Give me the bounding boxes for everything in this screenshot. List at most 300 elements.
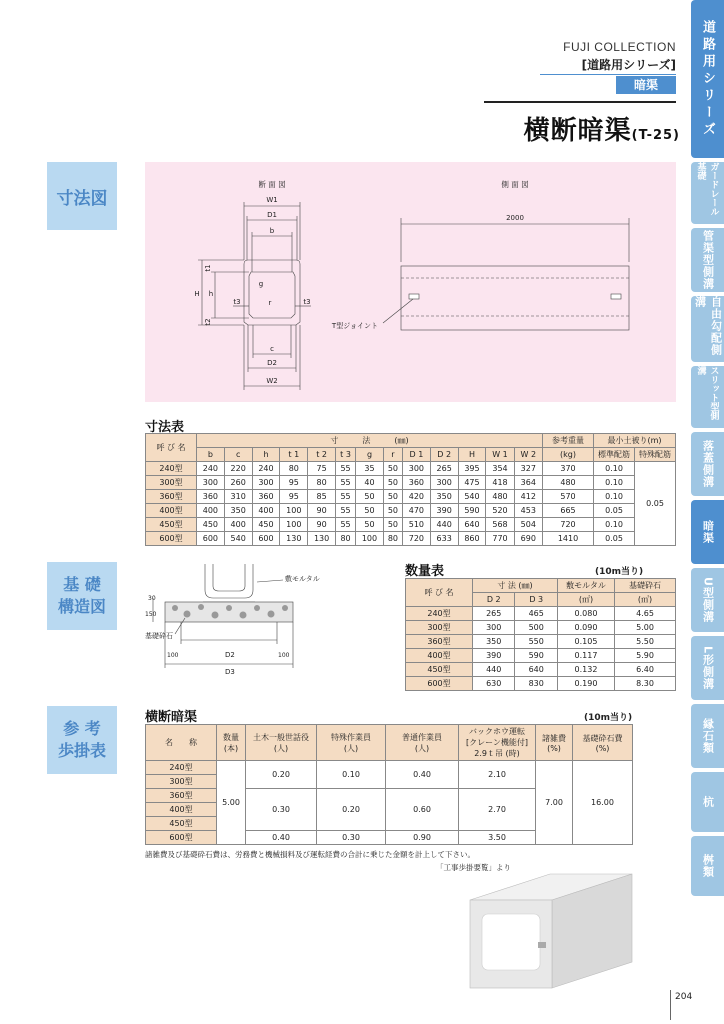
qty-d3: 465 [515, 607, 558, 621]
labor-col-gravel-l1: 基礎砕石費 [582, 733, 623, 743]
side-tab-pipe-gutter[interactable] [691, 228, 724, 292]
row-name: 600型 [146, 532, 197, 546]
dim-cell: 90 [308, 518, 336, 532]
gravel-label: 基礎砕石 [145, 632, 173, 640]
qty-gravel: 6.40 [615, 663, 676, 677]
dim-cell: 395 [458, 462, 486, 476]
dim-d3: D3 [225, 668, 235, 676]
section-outline [244, 260, 300, 325]
dim-cell: 50 [383, 504, 402, 518]
weight-cell: 480 [543, 476, 594, 490]
section-label-line1: 参 考 [63, 719, 101, 738]
label-w1: W1 [266, 196, 278, 204]
cover-std: 標準配筋 [594, 448, 635, 462]
dim-100-left: 100 [167, 652, 179, 659]
qty-unit-m3: (㎥) [615, 593, 676, 607]
quantity-table [405, 578, 676, 691]
dim-cell: 600 [252, 532, 280, 546]
weight-cell: 370 [543, 462, 594, 476]
product-code: (T-25) [631, 128, 680, 143]
weight-unit: (kg) [543, 448, 594, 462]
series-label: [道路用シリーズ] [581, 58, 676, 72]
section-hollow [249, 272, 295, 318]
labor-name: 240型 [146, 761, 217, 775]
dimension-row [146, 476, 676, 490]
labor-col-qty-l1: 数量 [223, 732, 239, 742]
note-line: 諸雑費及び基礎砕石費は、労務費と機械損料及び運転経費の合計に乗じた金額を計上して下さい。 [145, 850, 475, 859]
dim-cell: 690 [514, 532, 542, 546]
labor-general: 0.60 [386, 789, 459, 831]
section-label-line2: 歩掛表 [57, 741, 106, 760]
dimension-drawing-panel [145, 162, 676, 402]
qty-col-dims: 寸 法 (㎜) [473, 579, 558, 593]
dim-cell: 568 [486, 518, 514, 532]
labor-foreman: 0.20 [246, 761, 317, 789]
subhead: t 1 [280, 448, 308, 462]
dim-cell: 453 [514, 504, 542, 518]
dim-cell: 364 [514, 476, 542, 490]
joint-left [409, 294, 419, 299]
side-tab-label: スリット型側溝 [695, 366, 719, 420]
dim-cell: 55 [335, 462, 355, 476]
qty-name: 360型 [406, 635, 473, 649]
dim-cell: 260 [224, 476, 252, 490]
side-tab-basin[interactable] [691, 836, 724, 896]
qty-col-mortar: 敷モルタル [558, 579, 615, 593]
dim-cell: 35 [356, 462, 384, 476]
dimension-subheader-row [146, 448, 676, 462]
dim-cell: 50 [356, 518, 384, 532]
subhead: t 2 [308, 448, 336, 462]
dimension-row [146, 490, 676, 504]
side-tab-l-gutter[interactable] [691, 636, 724, 700]
side-tab-label: U型側溝 [701, 577, 715, 623]
side-tab-culvert[interactable] [691, 500, 724, 564]
qty-mortar: 0.132 [558, 663, 615, 677]
subhead: c [224, 448, 252, 462]
labor-name: 450型 [146, 817, 217, 831]
header-divider [540, 74, 676, 75]
qty-col-gravel: 基礎砕石 [615, 579, 676, 593]
dim-cell: 350 [430, 490, 458, 504]
labor-name: 360型 [146, 789, 217, 803]
side-tab-label: 縁石類 [701, 718, 715, 754]
dim-cell: 40 [356, 476, 384, 490]
dim-cell: 55 [335, 518, 355, 532]
dim-cell: 860 [458, 532, 486, 546]
joint-right [611, 294, 621, 299]
foundation-drawing [145, 560, 345, 680]
dim-100-right: 100 [278, 652, 290, 659]
labor-gravel: 16.00 [573, 761, 633, 845]
labor-col-gravel [573, 725, 633, 761]
row-name: 300型 [146, 476, 197, 490]
dim-cell: 470 [402, 504, 430, 518]
dim-cell: 310 [224, 490, 252, 504]
cover-special-cell: 0.05 [635, 462, 676, 546]
qty-mortar: 0.080 [558, 607, 615, 621]
section-label-line1: 基 礎 [63, 575, 101, 594]
section-label-line2: 構造図 [57, 597, 106, 616]
qty-d2: 350 [473, 635, 515, 649]
dim-cell: 80 [308, 476, 336, 490]
labor-special: 0.20 [317, 789, 386, 831]
dim-cell: 390 [430, 504, 458, 518]
dim-cell: 360 [197, 490, 225, 504]
dim-cell: 130 [280, 532, 308, 546]
dim-cell: 640 [458, 518, 486, 532]
side-tab-guardrail[interactable] [691, 162, 724, 224]
dim-cell: 354 [486, 462, 514, 476]
page-number-rule [670, 990, 671, 1020]
labor-col-backhoe-l2: [クレーン機能付] [465, 738, 529, 747]
cover-std-cell: 0.05 [594, 532, 635, 546]
dim-cell: 440 [430, 518, 458, 532]
dim-cell: 300 [197, 476, 225, 490]
dim-d2: D2 [225, 651, 235, 659]
dim-cell: 400 [224, 518, 252, 532]
page-title-text: 横断暗渠 [523, 116, 632, 146]
qty-d3: 550 [515, 635, 558, 649]
qty-unit-m2: (㎡) [558, 593, 615, 607]
row-name: 360型 [146, 490, 197, 504]
dim-cell: 770 [486, 532, 514, 546]
labor-special: 0.30 [317, 831, 386, 845]
dim-cell: 80 [280, 462, 308, 476]
labor-col-misc [536, 725, 573, 761]
weight-cell: 665 [543, 504, 594, 518]
dim-cell: 80 [335, 532, 355, 546]
labor-backhoe: 3.50 [459, 831, 536, 845]
dim-cell: 720 [402, 532, 430, 546]
side-view-body [401, 266, 629, 330]
dim-cell: 540 [458, 490, 486, 504]
row-name: 240型 [146, 462, 197, 476]
label-b: b [269, 227, 275, 235]
labor-misc: 7.00 [536, 761, 573, 845]
side-tab-label: 桝類 [701, 854, 715, 878]
dim-cell: 90 [308, 504, 336, 518]
labor-name: 400型 [146, 803, 217, 817]
labor-col-misc-l1: 諸雑費 [542, 733, 566, 743]
quantity-row [406, 677, 676, 691]
subhead: r [383, 448, 402, 462]
qty-col-name: 呼 び 名 [406, 579, 473, 607]
dim-cell: 240 [197, 462, 225, 476]
labor-foreman: 0.40 [246, 831, 317, 845]
qty-d2: 265 [473, 607, 515, 621]
subhead: H [458, 448, 486, 462]
qty-mortar: 0.190 [558, 677, 615, 691]
dim-cell: 80 [383, 532, 402, 546]
labor-col-qty [217, 725, 246, 761]
dim-cell: 360 [252, 490, 280, 504]
labor-table-unit: (10m当り) [584, 713, 633, 723]
row-name: 400型 [146, 504, 197, 518]
qty-d2: 390 [473, 649, 515, 663]
section-label-foundation [47, 562, 117, 630]
col-weight: 参考重量 [543, 434, 594, 448]
label-r: r [268, 299, 272, 307]
cover-std-cell: 0.10 [594, 490, 635, 504]
dim-cell: 50 [383, 476, 402, 490]
dim-cell: 55 [335, 504, 355, 518]
side-view-title: 側 面 図 [501, 180, 529, 189]
joint-leader [383, 299, 413, 323]
labor-col-general-l2: (人) [414, 743, 430, 753]
quantity-row [406, 663, 676, 677]
dim-cell: 400 [252, 504, 280, 518]
quantity-row [406, 635, 676, 649]
label-t1: t1 [204, 264, 212, 272]
subhead: D 2 [430, 448, 458, 462]
side-tab-drop-lid[interactable] [691, 432, 724, 496]
dim-cell: 100 [356, 532, 384, 546]
labor-col-backhoe-l3: 2.9ｔ吊 (時) [474, 749, 520, 758]
dim-cell: 540 [224, 532, 252, 546]
qty-name: 450型 [406, 663, 473, 677]
col-cover: 最小土被り(m) [594, 434, 676, 448]
qty-mortar: 0.090 [558, 621, 615, 635]
subhead: h [252, 448, 280, 462]
qty-name: 400型 [406, 649, 473, 663]
labor-col-foreman-l2: (人) [273, 743, 289, 753]
dim-cell: 50 [356, 504, 384, 518]
qty-gravel: 5.00 [615, 621, 676, 635]
dim-cell: 130 [308, 532, 336, 546]
dimension-row [146, 532, 676, 546]
section-label-text: 寸法図 [56, 188, 108, 209]
qty-mortar: 0.105 [558, 635, 615, 649]
dim-cell: 418 [486, 476, 514, 490]
side-tab-label: 杭 [701, 796, 715, 808]
label-w2: W2 [266, 377, 278, 385]
labor-col-foreman [246, 725, 317, 761]
qty-sub-d3: D 3 [515, 593, 558, 607]
dimension-table [145, 433, 676, 546]
col-dims: 寸 法 (㎜) [197, 434, 543, 448]
dim-cell: 400 [197, 504, 225, 518]
page-number: 204 [675, 992, 693, 1002]
side-tab-label: 暗渠 [701, 520, 715, 544]
dim-cell: 480 [486, 490, 514, 504]
subhead: t 3 [335, 448, 355, 462]
side-tab-label: 道路用シリーズ [700, 19, 715, 139]
source-note: 「工事歩掛要覧」より [436, 863, 511, 872]
side-tab-label: 自由勾配側溝 [693, 296, 723, 356]
weight-cell: 570 [543, 490, 594, 504]
cover-std-cell: 0.10 [594, 462, 635, 476]
label-t3-left: t3 [233, 298, 241, 306]
dim-cell: 55 [335, 476, 355, 490]
dim-cell: 265 [430, 462, 458, 476]
dim-cell: 220 [224, 462, 252, 476]
labor-col-general-l1: 普通作業員 [402, 732, 442, 742]
labor-col-qty-l2: (本) [223, 743, 239, 753]
cover-std-cell: 0.10 [594, 476, 635, 490]
joint-label: T型ジョイント [331, 322, 379, 330]
label-h: h [208, 290, 214, 298]
dim-cell: 600 [197, 532, 225, 546]
labor-backhoe: 2.10 [459, 761, 536, 789]
side-tab-curb[interactable] [691, 704, 724, 768]
weight-cell: 720 [543, 518, 594, 532]
dim-cell: 590 [458, 504, 486, 518]
dim-cell: 50 [383, 490, 402, 504]
qty-d2: 300 [473, 621, 515, 635]
quantity-row [406, 607, 676, 621]
labor-name: 300型 [146, 775, 217, 789]
section-label-dimension [47, 162, 117, 230]
dim-cell: 100 [280, 504, 308, 518]
dim-cell: 95 [280, 490, 308, 504]
side-tab-label: L形側溝 [701, 645, 715, 690]
side-tab-free-slope[interactable] [691, 296, 724, 362]
label-d1: D1 [267, 211, 277, 219]
dim-cell: 350 [224, 504, 252, 518]
section-label-reference [47, 706, 117, 774]
qty-d2: 630 [473, 677, 515, 691]
cover-std-cell: 0.05 [594, 504, 635, 518]
dim-cell: 450 [252, 518, 280, 532]
dim-cell: 510 [402, 518, 430, 532]
row-name: 450型 [146, 518, 197, 532]
mortar-label: 敷モルタル [285, 575, 320, 583]
labor-table-title: 横断暗渠 [145, 710, 198, 725]
section-view-title: 断 面 図 [258, 180, 286, 189]
col-name: 呼 び 名 [146, 434, 197, 462]
dim-cell: 475 [458, 476, 486, 490]
labor-col-misc-l2: (%) [547, 743, 561, 753]
dim-cell: 633 [430, 532, 458, 546]
qty-sub-d2: D 2 [473, 593, 515, 607]
label-H: H [194, 290, 200, 298]
dim-cell: 520 [486, 504, 514, 518]
labor-col-gravel-l2: (%) [595, 743, 610, 753]
dim-cell: 75 [308, 462, 336, 476]
category-badge: 暗渠 [616, 76, 676, 94]
labor-col-foreman-l1: 土木一般世話役 [253, 732, 309, 742]
dim-cell: 450 [197, 518, 225, 532]
quantity-table-title: 数量表 [405, 564, 445, 579]
qty-d2: 440 [473, 663, 515, 677]
page-title [470, 110, 680, 147]
weight-cell: 1410 [543, 532, 594, 546]
subhead: D 1 [402, 448, 430, 462]
side-length-label: 2000 [506, 214, 524, 222]
labor-col-backhoe [459, 725, 536, 761]
label-g: g [258, 280, 264, 288]
dimension-table-title: 寸法表 [145, 420, 185, 435]
dim-30: 30 [148, 595, 156, 602]
dim-cell: 300 [252, 476, 280, 490]
dim-cell: 300 [402, 462, 430, 476]
foundation-outer [205, 564, 253, 598]
labor-col-backhoe-l1: バックホウ運転 [469, 727, 525, 736]
subhead: W 2 [514, 448, 542, 462]
dim-cell: 95 [280, 476, 308, 490]
dim-cell: 50 [356, 490, 384, 504]
cover-std-cell: 0.10 [594, 518, 635, 532]
labor-foreman: 0.30 [246, 789, 317, 831]
dim-cell: 85 [308, 490, 336, 504]
dim-cell: 300 [430, 476, 458, 490]
dimension-row [146, 504, 676, 518]
qty-gravel: 5.90 [615, 649, 676, 663]
dim-cell: 100 [280, 518, 308, 532]
dim-cell: 420 [402, 490, 430, 504]
labor-col-name: 名 称 [146, 725, 217, 761]
dim-cell: 50 [383, 462, 402, 476]
qty-mortar: 0.117 [558, 649, 615, 663]
qty-gravel: 4.65 [615, 607, 676, 621]
side-tab-slit-gutter[interactable] [691, 366, 724, 428]
labor-col-general [386, 725, 459, 761]
dimension-row [146, 462, 676, 476]
qty-name: 300型 [406, 621, 473, 635]
subhead: g [356, 448, 384, 462]
qty-d3: 830 [515, 677, 558, 691]
qty-d3: 590 [515, 649, 558, 663]
side-tab-bar [691, 0, 724, 1024]
product-illustration [466, 870, 636, 1000]
side-tab-road-series[interactable] [691, 0, 724, 158]
quantity-table-unit: (10m当り) [595, 567, 644, 577]
subhead: W 1 [486, 448, 514, 462]
dim-cell: 504 [514, 518, 542, 532]
label-c: c [270, 345, 274, 353]
label-t2: t2 [204, 318, 212, 326]
dimension-row [146, 518, 676, 532]
side-tab-stake[interactable] [691, 772, 724, 832]
labor-special: 0.10 [317, 761, 386, 789]
side-tab-label: ガードレール基礎 [695, 162, 719, 216]
qty-gravel: 8.30 [615, 677, 676, 691]
qty-d3: 500 [515, 621, 558, 635]
labor-backhoe: 2.70 [459, 789, 536, 831]
label-t3-right: t3 [303, 298, 311, 306]
labor-name: 600型 [146, 831, 217, 845]
labor-qty: 5.00 [217, 761, 246, 845]
qty-d3: 640 [515, 663, 558, 677]
dim-cell: 55 [335, 490, 355, 504]
cover-special: 特殊配筋 [635, 448, 676, 462]
dim-cell: 50 [383, 518, 402, 532]
labor-row [146, 761, 633, 775]
quantity-row [406, 621, 676, 635]
labor-table [145, 724, 633, 845]
labor-col-special-l2: (人) [343, 743, 359, 753]
label-d2: D2 [267, 359, 277, 367]
labor-general: 0.40 [386, 761, 459, 789]
foundation-inner [213, 564, 245, 591]
side-tab-label: 落蓋側溝 [701, 440, 715, 488]
title-rule [484, 101, 676, 103]
side-tab-label: 管渠型側溝 [701, 230, 715, 290]
dimension-drawing-svg [145, 162, 676, 402]
qty-gravel: 5.50 [615, 635, 676, 649]
dim-cell: 412 [514, 490, 542, 504]
labor-col-special-l1: 特殊作業員 [331, 732, 371, 742]
side-tab-u-gutter[interactable] [691, 568, 724, 632]
dim-150: 150 [145, 611, 157, 618]
qty-name: 600型 [406, 677, 473, 691]
labor-general: 0.90 [386, 831, 459, 845]
dim-cell: 240 [252, 462, 280, 476]
qty-name: 240型 [406, 607, 473, 621]
dim-cell: 360 [402, 476, 430, 490]
quantity-row [406, 649, 676, 663]
